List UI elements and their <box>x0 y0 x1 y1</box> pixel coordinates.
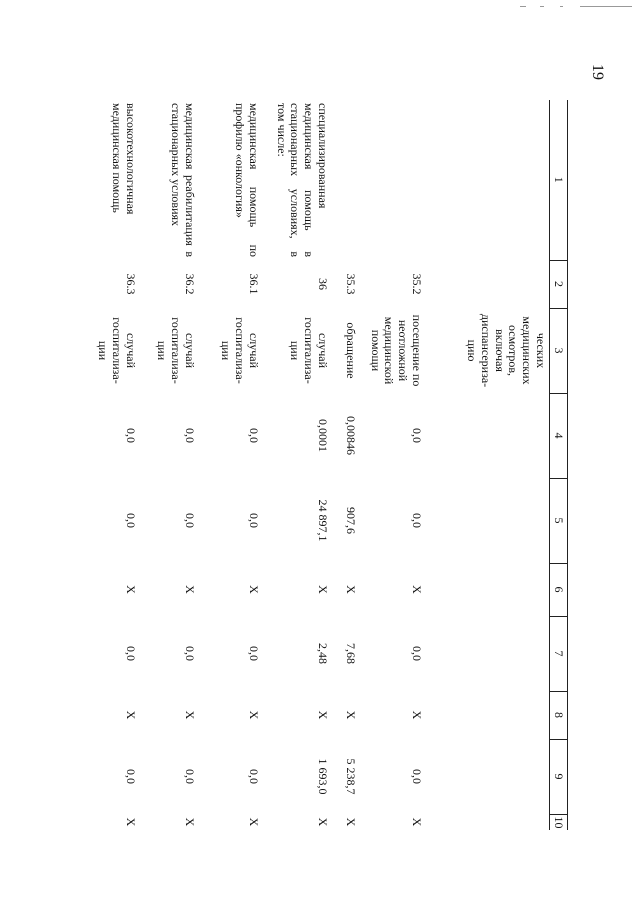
header-cell: 6 <box>550 563 568 616</box>
row-number: 35.2 <box>410 273 424 295</box>
header-cell: 1 <box>550 100 568 260</box>
unit-of-measure: ческих медицинских осмотров, включая диспансериза-цию <box>465 313 548 388</box>
value-cell: 0,0 <box>247 646 261 661</box>
value-cell <box>425 739 550 814</box>
unit-of-measure: случай госпитализа-ции <box>96 317 138 384</box>
header-cell: 7 <box>550 616 568 691</box>
table-row <box>139 100 198 830</box>
value-cell: X <box>410 817 424 827</box>
value-cell <box>425 563 550 616</box>
header-cell: 8 <box>550 691 568 739</box>
value-cell: X <box>183 710 197 720</box>
column-number-header <box>550 100 568 830</box>
value-cell: 0,0 <box>247 769 261 784</box>
row-name <box>359 100 425 260</box>
table-row <box>80 100 139 830</box>
value-cell: 0,0 <box>247 513 261 528</box>
value-cell: X <box>247 817 261 827</box>
header-cell: 3 <box>550 308 568 393</box>
scan-edge-line <box>520 6 526 7</box>
value-cell: 1 693,0 <box>316 758 330 795</box>
row-name: медицинская помощь по профилю «онкология» <box>233 103 261 257</box>
value-cell: 0,0 <box>124 513 138 528</box>
unit-of-measure: случай госпитализа-ции <box>288 317 330 384</box>
data-table <box>80 100 568 830</box>
value-cell: X <box>316 817 330 827</box>
row-name <box>331 100 359 260</box>
value-cell: X <box>183 817 197 827</box>
row-name <box>425 100 550 260</box>
row-number: 36.3 <box>124 273 138 295</box>
row-name: медицинская реабилитация в стационарных условиях <box>169 103 197 257</box>
header-cell: 4 <box>550 393 568 478</box>
value-cell: 0,0 <box>247 428 261 443</box>
unit-of-measure: посещение по неотложной медицинской помощи <box>368 314 424 387</box>
value-cell: 0,0 <box>124 428 138 443</box>
row-number: 36.2 <box>183 273 197 295</box>
value-cell: X <box>316 710 330 720</box>
value-cell: 0,0 <box>410 646 424 661</box>
table-row <box>359 100 425 830</box>
row-number: 36 <box>316 278 330 290</box>
value-cell: X <box>344 585 358 594</box>
scan-edge-line <box>560 6 563 7</box>
value-cell: 2,48 <box>316 643 330 664</box>
row-name: специализированная медицинская помощь в стационарных условиях, в том числе: <box>274 103 330 257</box>
value-cell: X <box>183 585 197 594</box>
value-cell <box>425 393 550 478</box>
value-cell: 0,0 <box>410 769 424 784</box>
header-cell: 5 <box>550 478 568 563</box>
value-cell: 7,68 <box>344 643 358 664</box>
unit-of-measure: случай госпитализа-ции <box>219 317 261 384</box>
row-number <box>425 260 550 308</box>
scan-edge-line <box>580 6 632 7</box>
header-cell: 9 <box>550 739 568 814</box>
value-cell: X <box>344 710 358 720</box>
rotated-content <box>86 60 606 840</box>
value-cell: 0,0 <box>183 646 197 661</box>
value-cell: 0,0 <box>410 428 424 443</box>
value-cell <box>425 814 550 830</box>
unit-of-measure: случай госпитализа-ции <box>155 317 197 384</box>
row-number: 35.3 <box>344 273 358 295</box>
table-row <box>425 100 550 830</box>
value-cell: 0,0 <box>124 769 138 784</box>
table-row <box>262 100 331 830</box>
value-cell: 0,0 <box>183 428 197 443</box>
value-cell <box>425 478 550 563</box>
value-cell: 0,0 <box>183 513 197 528</box>
table-row <box>331 100 359 830</box>
row-number: 36.1 <box>247 273 261 295</box>
value-cell: 0,00846 <box>344 416 358 455</box>
value-cell: 24 897,1 <box>316 499 330 542</box>
value-cell <box>425 616 550 691</box>
table-row <box>198 100 262 830</box>
unit-of-measure: обращение <box>344 322 358 379</box>
value-cell: 0,0 <box>124 646 138 661</box>
header-cell: 10 <box>550 814 568 830</box>
value-cell: X <box>410 585 424 594</box>
row-name: высокотехнологичная медицинская помощь <box>110 103 138 215</box>
value-cell: 907,6 <box>344 507 358 534</box>
header-cell: 2 <box>550 260 568 308</box>
value-cell: X <box>316 585 330 594</box>
value-cell: X <box>124 710 138 720</box>
value-cell: 0,0 <box>410 513 424 528</box>
value-cell: 5 238,7 <box>344 758 358 795</box>
scan-edge-line <box>540 6 544 7</box>
value-cell: X <box>410 710 424 720</box>
page-number: 19 <box>589 64 606 80</box>
value-cell: X <box>124 817 138 827</box>
value-cell: X <box>124 585 138 594</box>
value-cell: X <box>247 585 261 594</box>
value-cell: X <box>344 817 358 827</box>
value-cell: 0,0 <box>183 769 197 784</box>
value-cell: X <box>247 710 261 720</box>
value-cell <box>425 691 550 739</box>
value-cell: 0,0001 <box>316 419 330 452</box>
